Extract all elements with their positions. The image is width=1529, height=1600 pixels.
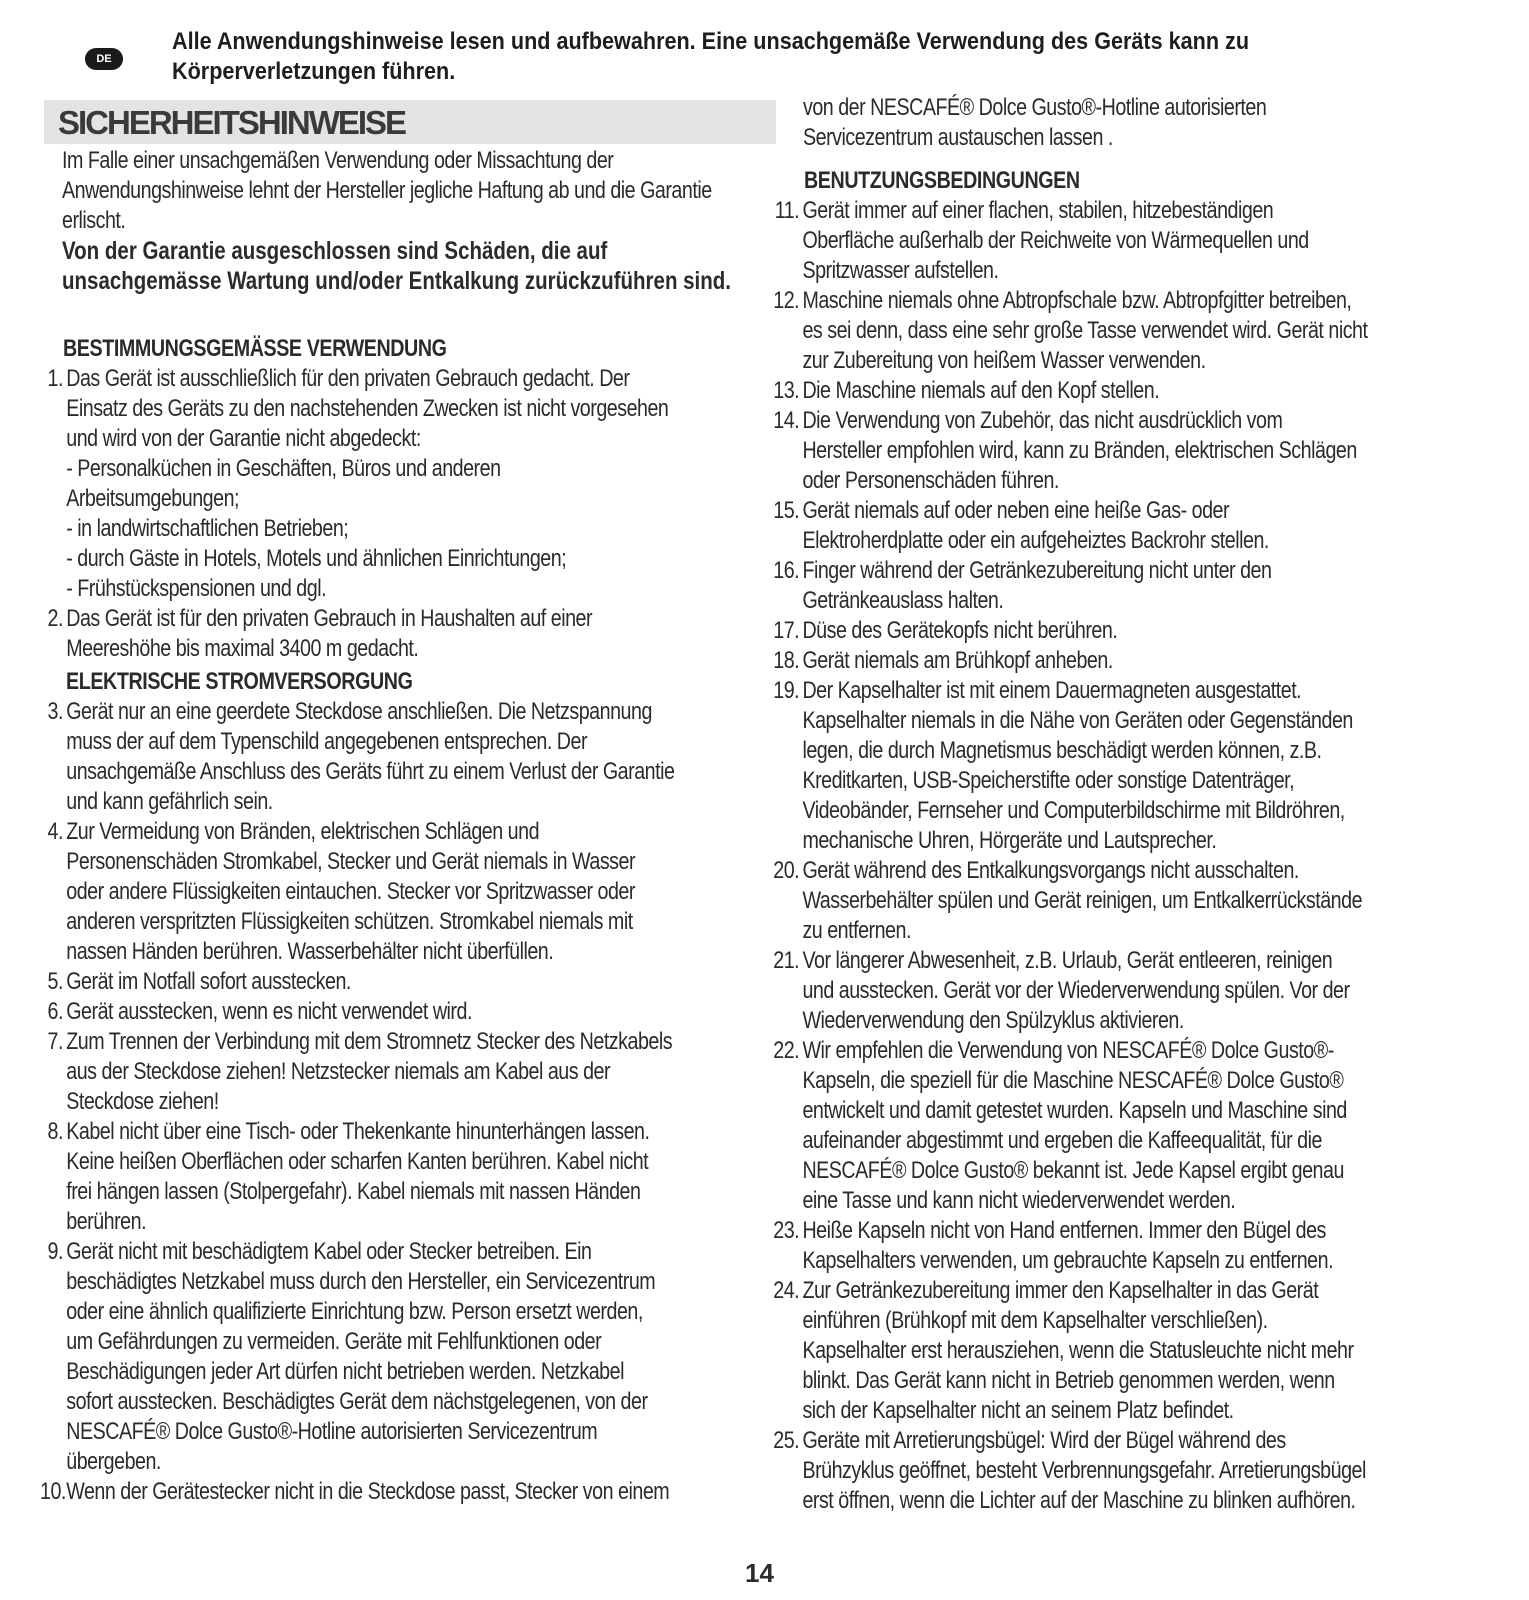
list-item <box>768 856 1477 946</box>
list-item <box>40 697 762 817</box>
list-item-text: Maschine niemals ohne Abtropfschale bzw. Abtropfgitter betreiben, es sei denn, dass eine sehr große Tasse verwendet wird. Gerät nicht zur Zubereitung von heißem Wasser verwenden. <box>802 287 1368 374</box>
list-item-text: Gerät niemals auf oder neben eine heiße Gas- oder Elektroherdplatte oder ein aufgeheiztes Backrohr stellen. <box>802 497 1269 554</box>
list-item <box>40 1477 762 1507</box>
header-warning: Alle Anwendungshinweise lesen und aufbewahren. Eine unsachgemäße Verwendung des Geräts kann zu Körperverletzungen führen. <box>172 28 1250 85</box>
list-item-text: Das Gerät ist ausschließlich für den privaten Gebrauch gedacht. Der Einsatz des Geräts zu den nachstehenden Zwecken ist nicht vorgesehen und wird von der Garantie nicht abgedeckt: - Personalküchen in Geschäften, Büros und anderen Arbeitsumgebungen; - in landwirtschaftlichen Betrieben; - durch Gäste in Hotels, Motels und ähnlichen Einrichtungen; - Frühstückspensionen und dgl. <box>66 365 669 602</box>
list-item-number: 5. <box>47 968 63 995</box>
list-item <box>40 604 753 664</box>
list-item <box>40 1117 762 1237</box>
list-item <box>768 1426 1477 1516</box>
conditions-list <box>768 196 1477 1516</box>
list-item-text: Gerät im Notfall sofort ausstecken. <box>66 968 351 995</box>
intro-text: Im Falle einer unsachgemäßen Verwendung oder Missachtung der Anwendungshinweise lehnt der Hersteller jegliche Haftung ab und die Garantie erlischt. <box>62 147 712 234</box>
list-item <box>768 676 1477 856</box>
list-item <box>40 1027 762 1117</box>
list-item-number: 1. <box>47 365 63 392</box>
list-item-text: Vor längerer Abwesenheit, z.B. Urlaub, Gerät entleeren, reinigen und ausstecken. Gerät vor der Wiederverwendung spülen. Vor der Wiederverwendung den Spülzyklus aktivieren. <box>802 947 1350 1034</box>
list-item-text: Die Verwendung von Zubehör, das nicht ausdrücklich vom Hersteller empfohlen wird, kann zu Bränden, elektrischen Schlägen oder Personenschäden führen. <box>802 407 1357 494</box>
list-item-number: 9. <box>47 1238 63 1265</box>
list-item-number: 19. <box>773 677 800 704</box>
list-item <box>40 967 762 997</box>
list-item <box>768 196 1477 286</box>
list-item <box>768 556 1477 616</box>
list-item-text: Wenn der Gerätestecker nicht in die Steckdose passt, Stecker von einem <box>66 1478 670 1505</box>
list-item-text: Gerät ausstecken, wenn es nicht verwendet wird. <box>66 998 472 1025</box>
list-item <box>768 406 1477 496</box>
list-item <box>768 616 1477 646</box>
list-item-text: Gerät immer auf einer flachen, stabilen, hitzebeständigen Oberfläche außerhalb der Reichweite von Wärmequellen und Spritzwasser aufstellen. <box>802 197 1309 284</box>
list-item-number: 12. <box>773 287 800 314</box>
list-item-number: 3. <box>47 698 63 725</box>
list-item-number: 23. <box>773 1217 800 1244</box>
list-item-number: 11. <box>774 197 800 224</box>
list-item-text: Kabel nicht über eine Tisch- oder Thekenkante hinunterhängen lassen. Keine heißen Oberflächen oder scharfen Kanten berühren. Kabel nicht frei hängen lassen (Stolpergefahr). Kabel niemals mit nassen Händen berühren. <box>66 1118 650 1235</box>
list-item-number: 2. <box>47 605 63 632</box>
list-item-number: 18. <box>773 647 800 674</box>
list-item-text: Zur Getränkezubereitung immer den Kapselhalter in das Gerät einführen (Brühkopf mit dem Kapselhalter verschließen). Kapselhalter erst herausziehen, wenn die Statusleuchte nicht mehr blinkt. Das Gerät kann nicht in Betrieb genommen werden, wenn sich der Kapselhalter nicht an seinem Platz befindet. <box>802 1277 1354 1424</box>
list-item <box>768 946 1477 1036</box>
heading-intended-use: BESTIMMUNGSGEMÄSSE VERWENDUNG <box>63 335 447 362</box>
list-item-text: Zur Vermeidung von Bränden, elektrischen Schlägen und Personenschäden Stromkabel, Stecker und Gerät niemals in Wasser oder andere Flüssigkeiten eintauchen. Stecker vor Spritzwasser oder anderen verspritzten Flüssigkeiten schützen. Stromkabel niemals mit nassen Händen berühren. Wasserbehälter nicht überfüllen. <box>66 818 636 965</box>
heading-conditions: BENUTZUNGSBEDINGUNGEN <box>804 167 1080 194</box>
list-item-number: 16. <box>773 557 800 584</box>
list-item <box>768 646 1477 676</box>
list-item <box>768 286 1477 376</box>
intro-bold-text: Von der Garantie ausgeschlossen sind Schäden, die auf unsachgemässe Wartung und/oder Entkalkung zurückzuführen sind. <box>62 237 732 295</box>
list-item-text: Das Gerät ist für den privaten Gebrauch in Haushalten auf einer Meereshöhe bis maximal 3400 m gedacht. <box>66 605 593 662</box>
list-item <box>768 1276 1477 1426</box>
item-10-continued: von der NESCAFÉ® Dolce Gusto®-Hotline autorisierten Servicezentrum austauschen lassen . <box>803 94 1267 151</box>
list-item-text: Heiße Kapseln nicht von Hand entfernen. Immer den Bügel des Kapselhalters verwenden, um gebrauchte Kapseln zu entfernen. <box>802 1217 1334 1274</box>
list-item-number: 17. <box>773 617 800 644</box>
language-badge: DE <box>85 48 123 70</box>
list-item-number: 8. <box>47 1118 63 1145</box>
list-item-text: Die Maschine niemals auf den Kopf stellen. <box>802 377 1160 404</box>
list-item-text: Düse des Gerätekopfs nicht berühren. <box>802 617 1118 644</box>
list-item-text: Gerät nicht mit beschädigtem Kabel oder Stecker betreiben. Ein beschädigtes Netzkabel muss durch den Hersteller, ein Servicezentrum oder eine ähnlich qualifizierte Einrichtung bzw. Person ersetzt werden, um Gefährdungen zu vermeiden. Geräte mit Fehlfunktionen oder Beschädigungen jeder Art dürfen nicht betrieben werden. Netzkabel sofort ausstecken. Beschädigtes Gerät dem nächstgelegenen, von der NESCAFÉ® Dolce Gusto®-Hotline autorisierten Servicezentrum übergeben. <box>66 1238 656 1475</box>
list-item-number: 13. <box>773 377 800 404</box>
list-item <box>40 1237 762 1477</box>
list-item-text: Gerät während des Entkalkungsvorgangs nicht ausschalten. Wasserbehälter spülen und Gerät reinigen, um Entkalkerrückstände zu entfernen. <box>802 857 1363 944</box>
list-item <box>40 364 753 604</box>
list-item-text: Finger während der Getränkezubereitung nicht unter den Getränkeauslass halten. <box>802 557 1272 614</box>
list-item <box>40 817 762 967</box>
list-item <box>768 496 1477 556</box>
list-item-number: 10. <box>40 1478 66 1505</box>
heading-power: ELEKTRISCHE STROMVERSORGUNG <box>66 668 413 695</box>
section-title: SICHERHEITSHINWEISE <box>58 104 406 141</box>
list-item-text: Der Kapselhalter ist mit einem Dauermagneten ausgestattet. Kapselhalter niemals in die Nähe von Geräten oder Gegenständen legen, die durch Magnetismus beschädigt werden können, z.B. Kreditkarten, USB-Speicherstifte oder sonstige Datenträger, Videobänder, Fernseher und Computerbildschirme mit Bildröhren, mechanische Uhren, Hörgeräte und Lautsprecher. <box>802 677 1353 854</box>
list-item-number: 24. <box>773 1277 800 1304</box>
list-item-number: 6. <box>47 998 63 1025</box>
list-item-number: 14. <box>773 407 800 434</box>
page-number: 14 <box>745 1558 774 1588</box>
list-item <box>768 1036 1477 1216</box>
list-item-number: 15. <box>773 497 800 524</box>
list-item <box>768 376 1477 406</box>
list-item-text: Gerät nur an eine geerdete Steckdose anschließen. Die Netzspannung muss der auf dem Typenschild angegebenen entsprechen. Der unsachgemäße Anschluss des Geräts führt zu einem Verlust der Garantie und kann gefährlich sein. <box>66 698 675 815</box>
list-item-text: Gerät niemals am Brühkopf anheben. <box>802 647 1113 674</box>
list-item-text: Geräte mit Arretierungsbügel: Wird der Bügel während des Brühzyklus geöffnet, besteht Verbrennungsgefahr. Arretierungsbügel erst öffnen, wenn die Lichter auf der Maschine zu blinken aufhören. <box>802 1427 1366 1514</box>
list-item-number: 4. <box>47 818 63 845</box>
list-item-number: 25. <box>773 1427 800 1454</box>
intended-use-list <box>40 364 753 664</box>
list-item-number: 7. <box>47 1028 63 1055</box>
list-item-number: 21. <box>773 947 800 974</box>
list-item <box>768 1216 1477 1276</box>
list-item <box>40 997 762 1027</box>
list-item-text: Wir empfehlen die Verwendung von NESCAFÉ® Dolce Gusto®- Kapseln, die speziell für die Maschine NESCAFÉ® Dolce Gusto® entwickelt und damit getestet wurden. Kapseln und Maschine sind aufeinander abgestimmt und ergeben die Kaffeequalität, für die NESCAFÉ® Dolce Gusto® bekannt ist. Jede Kapsel ergibt genau eine Tasse und kann nicht wiederverwendet werden. <box>802 1037 1347 1214</box>
list-item-number: 22. <box>773 1037 800 1064</box>
list-item-number: 20. <box>773 857 800 884</box>
list-item-text: Zum Trennen der Verbindung mit dem Stromnetz Stecker des Netzkabels aus der Steckdose ziehen! Netzstecker niemals am Kabel aus der Steckdose ziehen! <box>66 1028 673 1115</box>
power-list <box>40 697 762 1507</box>
